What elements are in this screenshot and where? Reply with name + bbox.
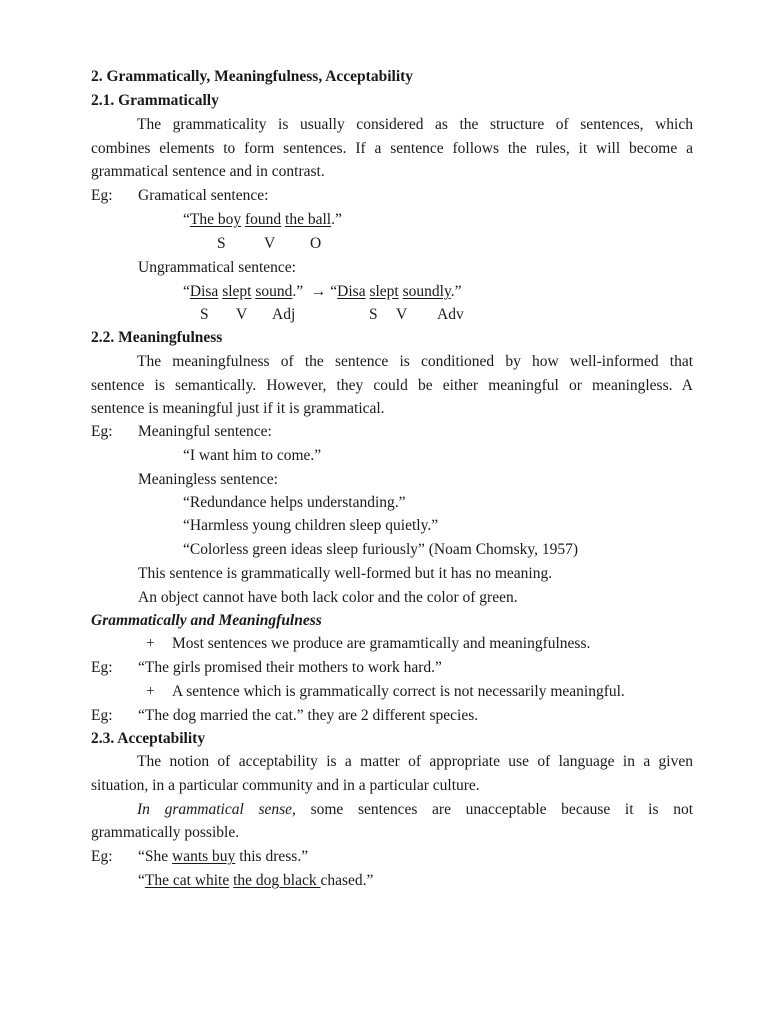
- section-heading: 2. Grammatically, Meaningfulness, Acceptability: [91, 68, 414, 85]
- paragraph-line: The grammaticality is usually considered as the structure of sentences, which: [137, 116, 693, 133]
- syntax-tag: V: [236, 306, 248, 323]
- eg-label: Eg:: [91, 187, 113, 204]
- syntax-tag: V: [264, 235, 276, 252]
- plus-bullet: +: [146, 683, 155, 700]
- subsection-heading-meaningfulness: 2.2. Meaningfulness: [91, 329, 223, 346]
- subsection-heading-grammatically-meaningfulness: Grammatically and Meaningfulness: [91, 612, 322, 629]
- example-label: Ungrammatical sentence:: [138, 259, 296, 276]
- paragraph-line: In grammatical sense, some sentences are unacceptable because it is not: [137, 801, 693, 818]
- paragraph-line: sentence is semantically. However, they could be either meaningful or meaningless. A: [91, 377, 693, 394]
- plus-bullet: +: [146, 635, 155, 652]
- paragraph-line: The meaningfulness of the sentence is conditioned by how well-informed that: [137, 353, 693, 370]
- example-sentence: “She wants buy this dress.”: [138, 848, 309, 865]
- example-label: Meaningless sentence:: [138, 471, 278, 488]
- syntax-tag: V: [396, 306, 408, 323]
- eg-label: Eg:: [91, 848, 113, 865]
- example-sentence: “I want him to come.”: [183, 447, 322, 464]
- subsection-heading-grammatically: 2.1. Grammatically: [91, 92, 219, 109]
- example-sentence: “Disa slept sound.” → “Disa slept soundly.”: [183, 283, 462, 300]
- eg-label: Eg:: [91, 707, 113, 724]
- eg-label: Eg:: [91, 423, 113, 440]
- paragraph-line: grammatically possible.: [91, 824, 240, 841]
- syntax-tag: O: [310, 235, 322, 252]
- example-sentence: “The dog married the cat.” they are 2 different species.: [138, 707, 479, 724]
- syntax-tag: S: [200, 306, 209, 323]
- example-sentence: “Redundance helps understanding.”: [183, 494, 406, 511]
- paragraph-line: combines elements to form sentences. If a sentence follows the rules, it will become a: [91, 140, 693, 157]
- example-sentence: “Harmless young children sleep quietly.”: [183, 517, 439, 534]
- arrow-icon: →: [310, 283, 327, 300]
- example-sentence: “The cat white the dog black chased.”: [138, 872, 374, 889]
- paragraph-line: grammatical sentence and in contrast.: [91, 163, 325, 180]
- note-line: An object cannot have both lack color and the color of green.: [138, 589, 518, 606]
- syntax-tag: Adv: [437, 306, 464, 323]
- subsection-heading-acceptability: 2.3. Acceptability: [91, 730, 206, 747]
- eg-label: Eg:: [91, 659, 113, 676]
- example-label: Gramatical sentence:: [138, 187, 269, 204]
- example-sentence: “The girls promised their mothers to work hard.”: [138, 659, 442, 676]
- syntax-tag: Adj: [272, 306, 296, 323]
- example-sentence: “Colorless green ideas sleep furiously” (Noam Chomsky, 1957): [183, 541, 579, 558]
- paragraph-line: The notion of acceptability is a matter of appropriate use of language in a given: [137, 753, 693, 770]
- paragraph-line: sentence is meaningful just if it is grammatical.: [91, 400, 385, 417]
- example-sentence: “The boy found the ball.”: [183, 211, 342, 228]
- example-label: Meaningful sentence:: [138, 423, 272, 440]
- syntax-tag: S: [217, 235, 226, 252]
- bullet-point: Most sentences we produce are gramamtically and meaningfulness.: [172, 635, 591, 652]
- note-line: This sentence is grammatically well-formed but it has no meaning.: [138, 565, 553, 582]
- paragraph-line: situation, in a particular community and in a particular culture.: [91, 777, 480, 794]
- bullet-point: A sentence which is grammatically correct is not necessarily meaningful.: [172, 683, 625, 700]
- syntax-tag: S: [369, 306, 378, 323]
